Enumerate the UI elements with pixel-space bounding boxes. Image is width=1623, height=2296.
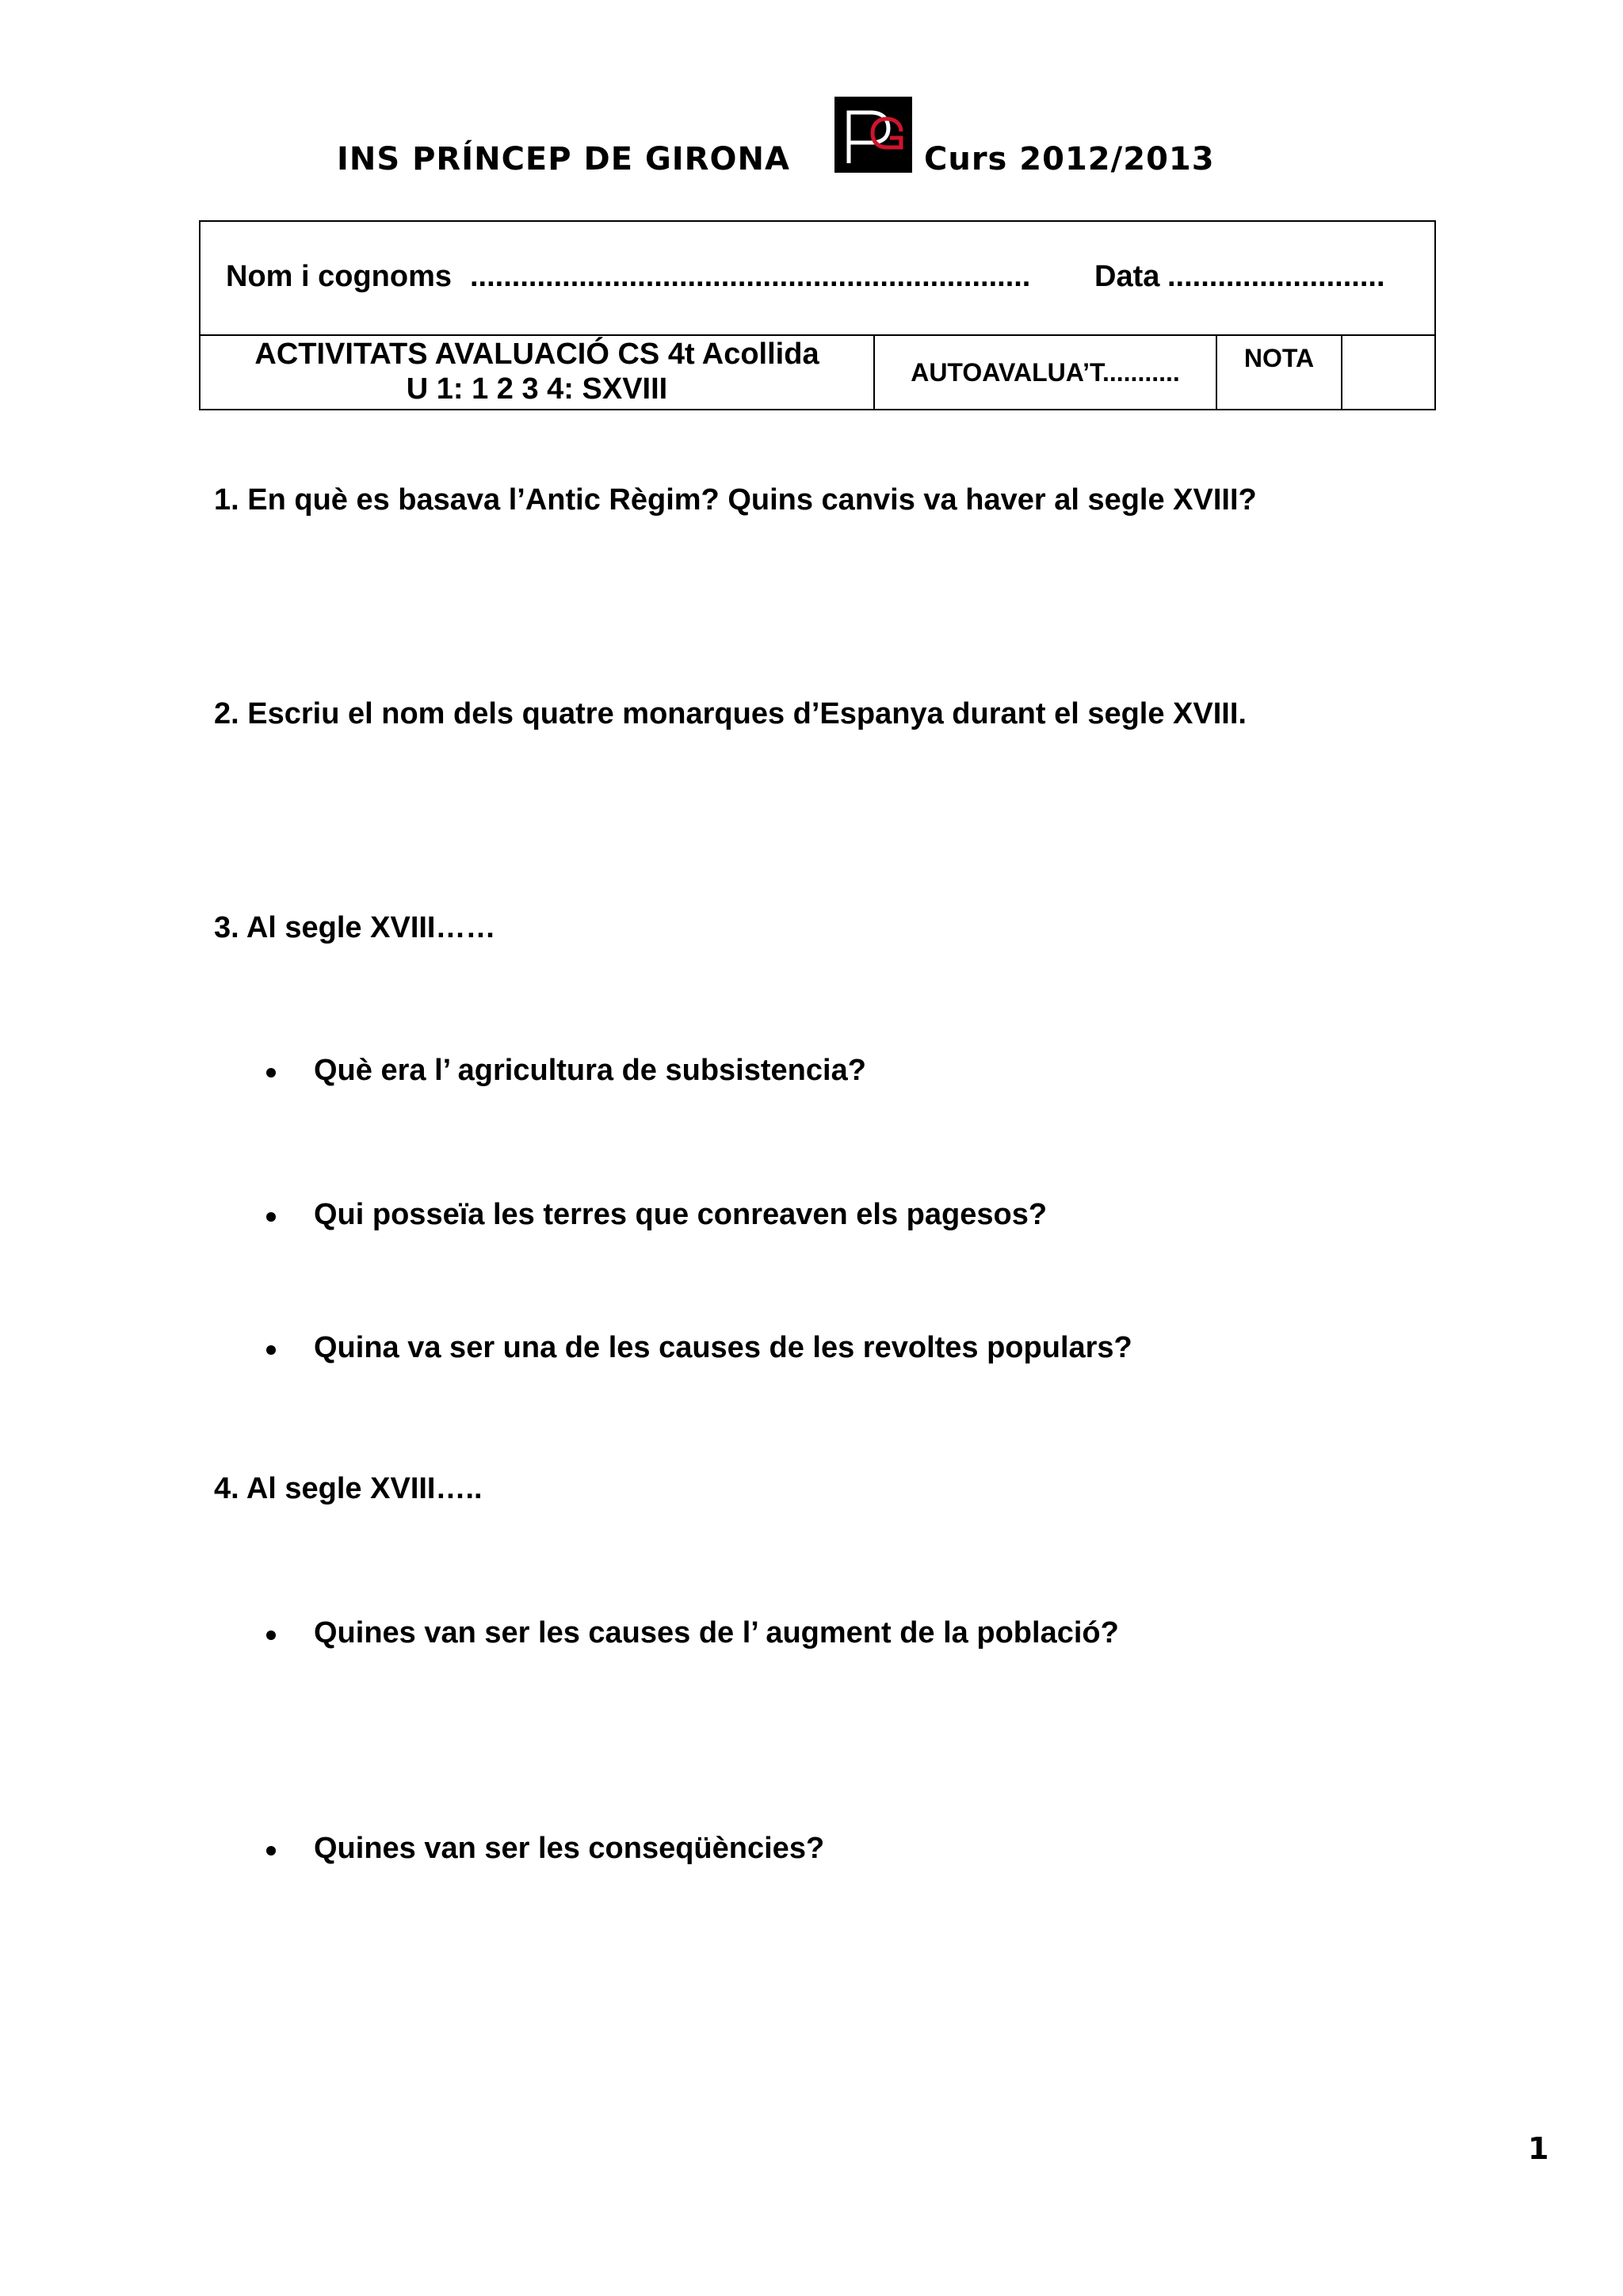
page-header [0, 95, 1623, 182]
list-item-text: Qui posseïa les terres que conreaven els pagesos? [314, 1198, 1048, 1231]
name-label: Nom i cognoms [226, 260, 453, 293]
pg-logo-icon [834, 97, 912, 173]
bullet-icon [266, 1846, 276, 1855]
self-evaluation-label: AUTOAVALUA’T........... [911, 358, 1180, 387]
question-1: 1. En què es basava l’Antic Règim? Quins canvis va haver al segle XVIII? [214, 483, 1257, 517]
question-2: 2. Escriu el nom dels quatre monarques d’Espanya durant el segle XVIII. [214, 697, 1247, 730]
bullet-icon [266, 1068, 276, 1077]
school-logo [834, 97, 912, 173]
grade-value-cell[interactable] [1342, 336, 1434, 410]
student-info-box [199, 220, 1436, 410]
bullet-icon [266, 1345, 276, 1355]
bullet-icon [266, 1212, 276, 1222]
grade-label-cell [1217, 336, 1342, 410]
bullet-icon [266, 1630, 276, 1640]
grade-label: NOTA [1243, 344, 1315, 372]
course-year: Curs 2012/2013 [924, 141, 1215, 177]
activity-title: ACTIVITATS AVALUACIÓ CS 4t Acollida [254, 338, 819, 371]
self-evaluation-cell[interactable] [875, 336, 1217, 410]
date-label: Data [1094, 260, 1160, 293]
date-field[interactable]: .......................... [1167, 260, 1385, 293]
list-item-text: Què era l’ agricultura de subsistencia? [314, 1054, 866, 1087]
list-item-text: Quina va ser una de les causes de les revoltes populars? [314, 1331, 1132, 1364]
list-item-text: Quines van ser les conseqüències? [314, 1832, 825, 1865]
name-field[interactable]: ................................................................... [470, 260, 1031, 293]
list-item-text: Quines van ser les causes de l’ augment de la població? [314, 1616, 1119, 1650]
question-4: 4. Al segle XVIII….. [214, 1472, 483, 1505]
question-3: 3. Al segle XVIII…… [214, 911, 496, 944]
activity-subtitle: U 1: 1 2 3 4: SXVIII [406, 372, 668, 406]
name-date-row [200, 222, 1434, 336]
school-name: INS PRÍNCEP DE GIRONA [337, 141, 790, 177]
activity-title-cell [200, 336, 875, 410]
page-number: 1 [1528, 2131, 1549, 2166]
